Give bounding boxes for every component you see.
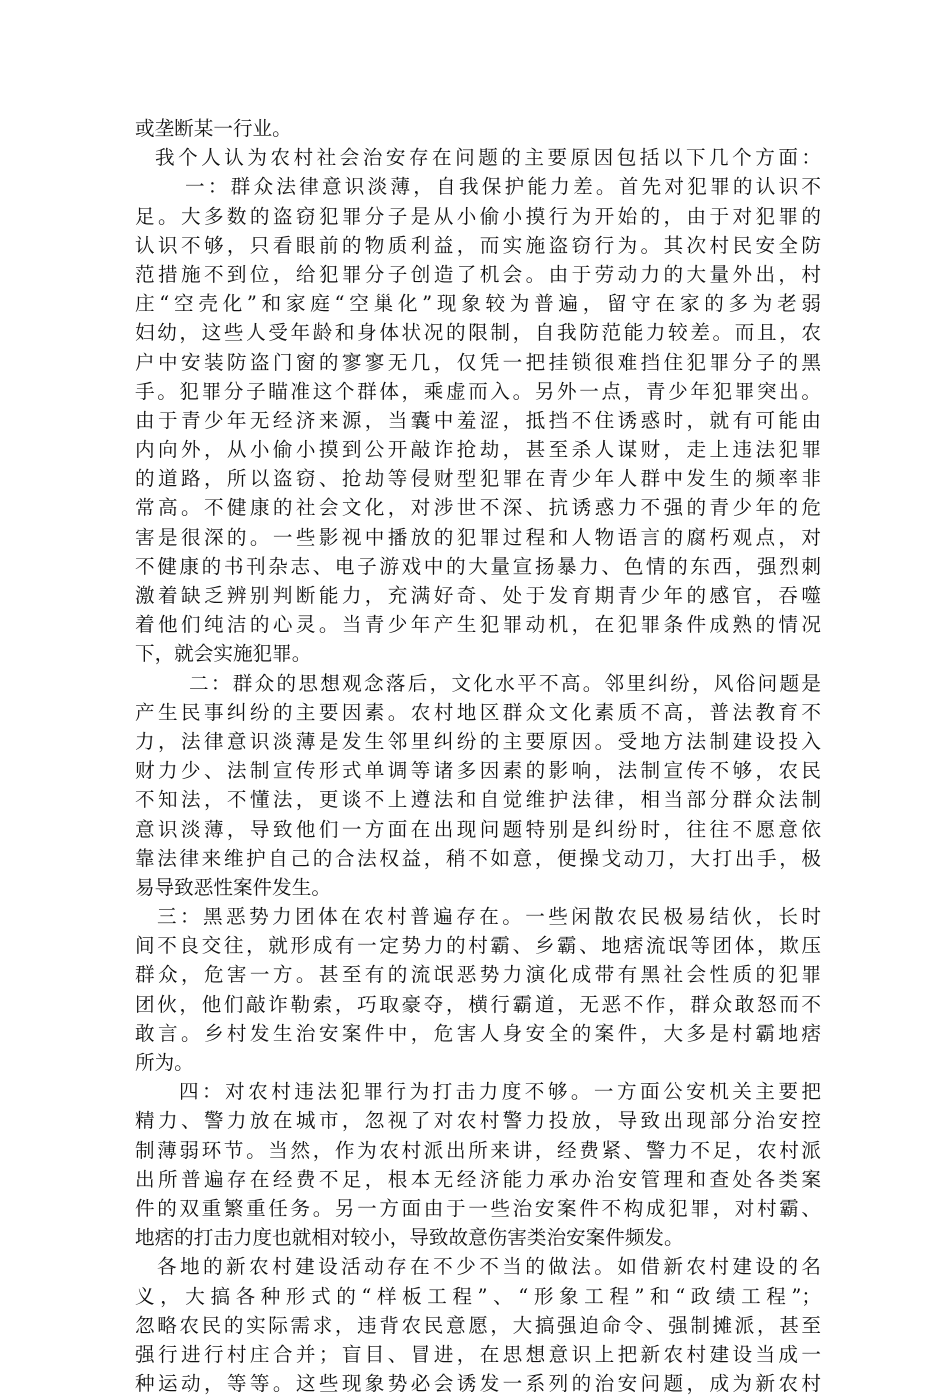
- text-line: 精力、警力放在城市，忽视了对农村警力投放，导致出现部分治安控: [135, 1109, 821, 1133]
- text-line: 群众，危害一方。甚至有的流氓恶势力演化成带有黑社会性质的犯罪: [135, 963, 821, 987]
- text-line: 一：群众法律意识淡薄，自我保护能力差。首先对犯罪的认识不: [185, 175, 821, 199]
- text-line: 义，大搞各种形式的“样板工程”、“形象工程”和“政绩工程”；: [135, 1284, 821, 1308]
- text-line: 制薄弱环节。当然，作为农村派出所来讲，经费紧、警力不足，农村派: [135, 1138, 821, 1162]
- text-line: 内向外，从小偷小摸到公开敲诈抢劫，甚至杀人谋财，走上违法犯罪: [135, 438, 821, 462]
- text-line: 户中安装防盗门窗的寥寥无几，仅凭一把挂锁很难挡住犯罪分子的黑: [135, 350, 821, 374]
- text-line: 力，法律意识淡薄是发生邻里纠纷的主要原因。受地方法制建设投入: [135, 729, 821, 753]
- text-line: 或垄断某一行业。: [135, 117, 292, 140]
- text-line: 着他们纯洁的心灵。当青少年产生犯罪动机，在犯罪条件成熟的情况: [135, 613, 821, 637]
- text-line: 易导致恶性案件发生。: [135, 875, 331, 899]
- text-line: 不知法，不懂法，更谈不上遵法和自觉维护法律，相当部分群众法制: [135, 788, 821, 812]
- text-line: 种运动，等等。这些现象势必会诱发一系列的治安问题，成为新农村: [135, 1372, 821, 1396]
- text-line: 由于青少年无经济来源，当囊中羞涩，抵挡不住诱惑时，就有可能由: [135, 408, 821, 432]
- text-line: 庄“空壳化”和家庭“空巢化”现象较为普遍，留守在家的多为老弱: [135, 292, 821, 316]
- text-line: 范措施不到位，给犯罪分子创造了机会。由于劳动力的大量外出，村: [135, 262, 821, 286]
- text-line: 认识不够，只看眼前的物质利益，而实施盗窃行为。其次村民安全防: [135, 233, 821, 257]
- text-line: 产生民事纠纷的主要因素。农村地区群众文化素质不高，普法教育不: [135, 700, 821, 724]
- text-line: 所为。: [135, 1051, 194, 1074]
- text-line: 靠法律来维护自己的合法权益，稍不如意，便操戈动刀，大打出手，极: [135, 846, 821, 870]
- text-line: 二：群众的思想观念落后，文化水平不高。邻里纠纷，风俗问题是: [189, 671, 821, 695]
- text-line: 我个人认为农村社会治安存在问题的主要原因包括以下几个方面：: [155, 146, 821, 170]
- text-line: 常高。不健康的社会文化，对涉世不深、抗诱惑力不强的青少年的危: [135, 496, 821, 520]
- text-line: 下，就会实施犯罪。: [135, 642, 312, 666]
- text-line: 不健康的书刊杂志、电子游戏中的大量宣扬暴力、色情的东西，强烈刺: [135, 554, 821, 578]
- text-line: 间不良交往，就形成有一定势力的村霸、乡霸、地痞流氓等团体，欺压: [135, 934, 821, 958]
- document-body: [135, 114, 821, 1398]
- text-line: 足。大多数的盗窃犯罪分子是从小偷小摸行为开始的，由于对犯罪的: [135, 204, 821, 228]
- text-line: 地痞的打击力度也就相对较小，导致故意伤害类治安案件频发。: [135, 1226, 684, 1250]
- text-line: 妇幼，这些人受年龄和身体状况的限制，自我防范能力较差。而且，农: [135, 321, 821, 345]
- text-line: 忽略农民的实际需求，违背农民意愿，大搞强迫命令、强制摊派，甚至: [135, 1313, 821, 1337]
- text-line: 害是很深的。一些影视中播放的犯罪过程和人物语言的腐朽观点，对: [135, 525, 821, 549]
- text-line: 强行进行村庄合并；盲目、冒进，在思想意识上把新农村建设当成一: [135, 1342, 821, 1366]
- text-line: 团伙，他们敲诈勒索，巧取豪夺，横行霸道，无恶不作，群众敢怒而不: [135, 992, 821, 1016]
- text-line: 激着缺乏辨别判断能力，充满好奇、处于发育期青少年的感官，吞噬: [135, 584, 821, 607]
- text-line: 的道路，所以盗窃、抢劫等侵财型犯罪在青少年人群中发生的频率非: [135, 467, 821, 491]
- text-line: 出所普遍存在经费不足，根本无经济能力承办治安管理和查处各类案: [135, 1167, 821, 1191]
- text-line: 财力少、法制宣传形式单调等诸多因素的影响，法制宣传不够，农民: [135, 759, 821, 783]
- text-line: 四：对农村违法犯罪行为打击力度不够。一方面公安机关主要把: [179, 1080, 821, 1104]
- text-line: 各地的新农村建设活动存在不少不当的做法。如借新农村建设的名: [157, 1255, 821, 1279]
- text-line: 敢言。乡村发生治安案件中，危害人身安全的案件，大多是村霸地痞: [135, 1021, 821, 1045]
- text-line: 三：黑恶势力团体在农村普遍存在。一些闲散农民极易结伙，长时: [157, 905, 821, 929]
- text-line: 手。犯罪分子瞄准这个群体，乘虚而入。另外一点，青少年犯罪突出。: [135, 379, 821, 403]
- text-line: 意识淡薄，导致他们一方面在出现问题特别是纠纷时，往往不愿意依: [135, 817, 821, 841]
- text-line: 件的双重繁重任务。另一方面由于一些治安案件不构成犯罪，对村霸、: [135, 1196, 821, 1220]
